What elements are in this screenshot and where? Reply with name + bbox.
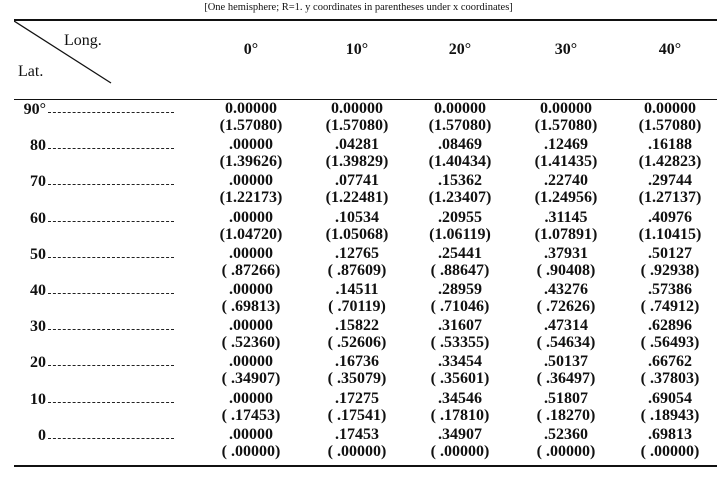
leader-dashes [48,438,174,439]
x-coordinate-cell: .29744 [648,172,692,190]
y-coordinate-cell: (1.22173) [219,189,283,207]
latitude-value: 30 [30,318,46,336]
x-coordinate-cell: .22740 [544,172,588,190]
y-coordinate-cell: (1.41435) [534,153,598,171]
x-coordinate-cell: .20955 [438,208,482,226]
leader-dashes [48,365,174,366]
x-coordinate-cell: .51807 [544,389,588,407]
column-header: 30° [554,41,578,58]
x-coordinate-cell: 0.00000 [225,100,277,117]
y-coordinate-cell: ( .00000) [327,442,387,460]
x-coordinate-cell: .00000 [229,244,273,262]
y-coordinate-cell: ( .00000) [536,442,596,460]
y-coordinate-cell: ( .34907) [221,370,281,388]
y-coordinate-cell: ( .35601) [430,370,490,388]
latitude-value: 90° [23,101,46,118]
column-header: 0° [243,41,259,58]
y-coordinate-cell: (1.27137) [638,189,702,207]
x-coordinate-cell: .16736 [335,353,379,371]
y-coordinate-cell: ( .52360) [221,334,281,352]
y-coordinate-cell: (1.57080) [428,117,492,134]
x-coordinate-cell: .17453 [335,425,379,443]
y-coordinate-cell: (1.23407) [428,189,492,207]
column-header: 20° [448,41,472,58]
y-coordinate-cell: (1.42823) [638,153,702,171]
y-coordinate-cell: ( .69813) [221,298,281,315]
y-coordinate-cell: ( .17541) [327,406,387,424]
y-coordinate-cell: (1.40434) [428,153,492,171]
x-coordinate-cell: .00000 [229,317,273,335]
y-coordinate-cell: ( .71046) [430,298,490,315]
y-coordinate-cell: ( .70119) [328,298,386,315]
x-coordinate-cell: .69813 [648,425,692,443]
y-coordinate-cell: ( .00000) [221,442,281,460]
x-coordinate-cell: .37931 [544,244,588,262]
table-caption: [One hemisphere; R=1. y coordinates in parentheses under x coordinates] [204,2,513,13]
leader-dashes [48,112,174,113]
column-header: 10° [345,41,369,58]
x-coordinate-cell: .12469 [544,136,588,154]
header-corner-cell [14,21,114,99]
x-coordinate-cell: .43276 [544,281,588,298]
x-coordinate-cell: .33454 [438,353,482,371]
x-coordinate-cell: .50137 [544,353,588,371]
latitude-value: 70 [30,173,46,191]
x-coordinate-cell: .57386 [648,281,692,298]
x-coordinate-cell: .00000 [229,389,273,407]
x-coordinate-cell: .52360 [544,425,588,443]
y-coordinate-cell: ( .37803) [640,370,700,388]
x-coordinate-cell: .28959 [438,281,482,298]
x-coordinate-cell: .00000 [229,353,273,371]
y-coordinate-cell: ( .87609) [327,261,387,279]
y-coordinate-cell: ( .56493) [640,334,700,352]
latitude-value: 60 [30,209,46,227]
x-coordinate-cell: .00000 [229,172,273,190]
column-header: 40° [658,41,682,58]
x-coordinate-cell: 0.00000 [331,100,383,117]
y-coordinate-cell: ( .17453) [221,406,281,424]
x-coordinate-cell: .31607 [438,317,482,335]
x-coordinate-cell: .08469 [438,136,482,154]
longitude-label: Long. [64,32,102,49]
y-coordinate-cell: (1.07891) [534,225,598,243]
latitude-label: Lat. [18,63,44,80]
y-coordinate-cell: ( .87266) [221,261,281,279]
y-coordinate-cell: (1.04720) [219,225,283,243]
x-coordinate-cell: .31145 [544,208,588,226]
x-coordinate-cell: .62896 [648,317,692,335]
x-coordinate-cell: .34546 [438,389,482,407]
y-coordinate-cell: (1.24956) [534,189,598,207]
y-coordinate-cell: (1.57080) [325,117,389,134]
x-coordinate-cell: .16188 [648,136,692,154]
latitude-value: 50 [30,245,46,263]
x-coordinate-cell: .66762 [648,353,692,371]
y-coordinate-cell: (1.39829) [325,153,389,171]
y-coordinate-cell: ( .17810) [430,406,490,424]
x-coordinate-cell: .00000 [229,281,273,298]
x-coordinate-cell: .14511 [335,281,379,298]
leader-dashes [48,402,174,403]
bottom-rule [14,465,717,467]
y-coordinate-cell: (1.22481) [325,189,389,207]
x-coordinate-cell: 0.00000 [434,100,486,117]
leader-dashes [48,257,174,258]
x-coordinate-cell: .40976 [648,208,692,226]
latitude-value: 10 [30,390,46,408]
top-rule [14,19,717,21]
latitude-value: 20 [30,354,46,372]
y-coordinate-cell: (1.57080) [638,117,702,134]
x-coordinate-cell: .15822 [335,317,379,335]
y-coordinate-cell: ( .00000) [430,442,490,460]
y-coordinate-cell: (1.39626) [219,153,283,171]
x-coordinate-cell: .00000 [229,136,273,154]
y-coordinate-cell: ( .90408) [536,261,596,279]
y-coordinate-cell: ( .18943) [640,406,700,424]
leader-dashes [48,148,174,149]
x-coordinate-cell: .25441 [438,244,482,262]
y-coordinate-cell: (1.05068) [325,225,389,243]
y-coordinate-cell: (1.57080) [219,117,283,134]
x-coordinate-cell: 0.00000 [644,100,696,117]
latitude-value: 40 [30,282,46,299]
leader-dashes [48,293,174,294]
x-coordinate-cell: .07741 [335,172,379,190]
y-coordinate-cell: ( .92938) [640,261,700,279]
y-coordinate-cell: (1.06119) [429,225,491,243]
y-coordinate-cell: ( .88647) [430,261,490,279]
y-coordinate-cell: ( .54634) [536,334,596,352]
leader-dashes [48,329,174,330]
x-coordinate-cell: .04281 [335,136,379,154]
leader-dashes [48,221,174,222]
x-coordinate-cell: .47314 [544,317,588,335]
y-coordinate-cell: ( .35079) [327,370,387,388]
y-coordinate-cell: (1.57080) [534,117,598,134]
y-coordinate-cell: ( .00000) [640,442,700,460]
y-coordinate-cell: (1.10415) [638,225,702,243]
x-coordinate-cell: .00000 [229,425,273,443]
x-coordinate-cell: .17275 [335,389,379,407]
y-coordinate-cell: ( .72626) [536,298,596,315]
x-coordinate-cell: .10534 [335,208,379,226]
y-coordinate-cell: ( .53355) [430,334,490,352]
x-coordinate-cell: .15362 [438,172,482,190]
y-coordinate-cell: ( .52606) [327,334,387,352]
x-coordinate-cell: 0.00000 [540,100,592,117]
x-coordinate-cell: .12765 [335,244,379,262]
y-coordinate-cell: ( .18270) [536,406,596,424]
leader-dashes [48,184,174,185]
x-coordinate-cell: .69054 [648,389,692,407]
x-coordinate-cell: .34907 [438,425,482,443]
latitude-value: 0 [38,426,46,444]
x-coordinate-cell: .50127 [648,244,692,262]
x-coordinate-cell: .00000 [229,208,273,226]
y-coordinate-cell: ( .74912) [640,298,700,315]
latitude-value: 80 [30,137,46,155]
y-coordinate-cell: ( .36497) [536,370,596,388]
